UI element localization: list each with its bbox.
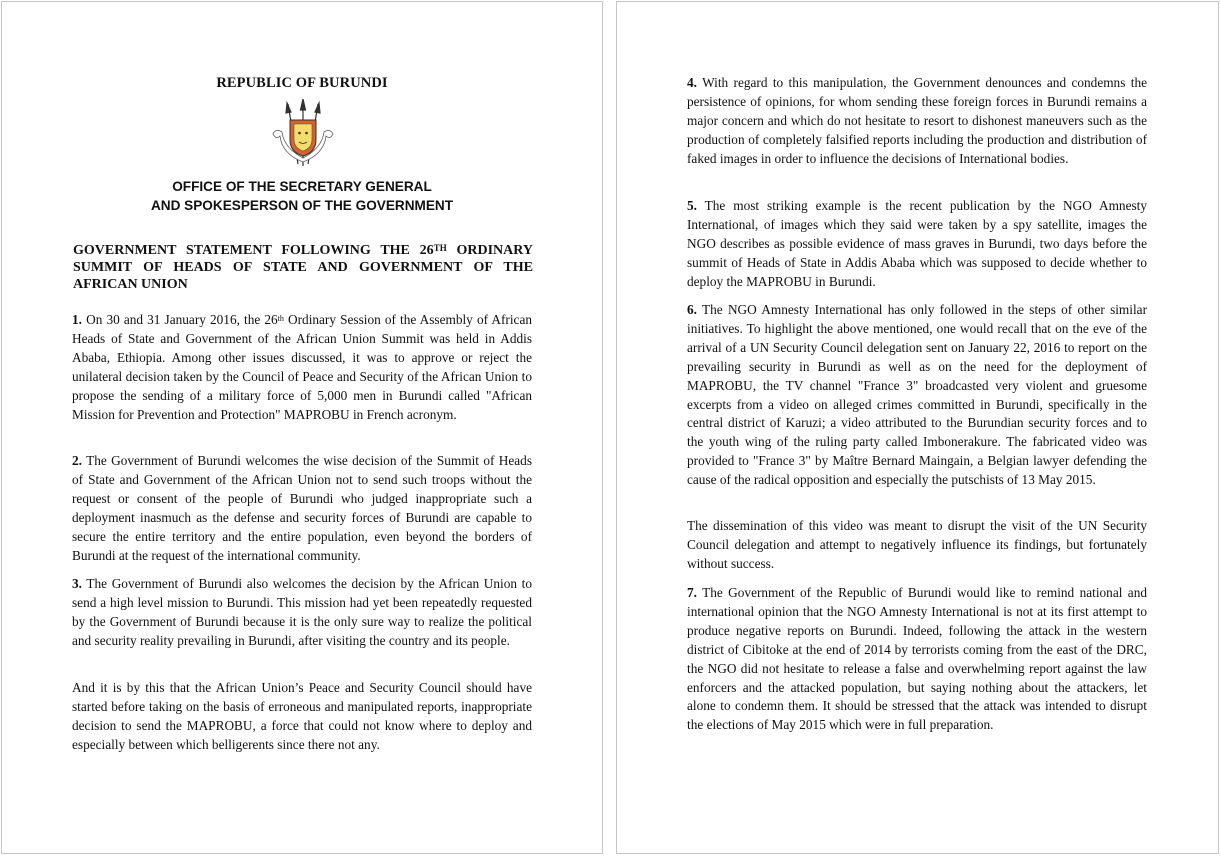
paragraph-1 xyxy=(72,311,532,424)
header-office-line2: AND SPOKESPERSON OF THE GOVERNMENT xyxy=(150,198,454,213)
title-superscript: TH xyxy=(433,243,447,253)
paragraph-number: 4. xyxy=(687,75,697,90)
paragraph-number: 5. xyxy=(687,198,697,213)
paragraph-6 xyxy=(687,301,1147,490)
paragraph-text: The Government of Burundi also welcomes the decision by the African Union to send a high level mission to Burundi. This mission had yet been repeatedly requested by the Government of Burundi because it is the only sure way to realize the political and security reality prevailing in Burundi, after visiting the country and its people. xyxy=(72,576,532,648)
paragraph-text: And it is by this that the African Union’s Peace and Security Council should have started before taking on the basis of erroneous and manipulated reports, inappropriate decision to send the MAPROBU, a force that could not know where to deploy and especially between which belligerents since there not any. xyxy=(72,680,532,752)
header-office-line1: OFFICE OF THE SECRETARY GENERAL xyxy=(172,179,432,194)
statement-title xyxy=(73,242,533,293)
paragraph-5 xyxy=(687,197,1147,292)
paragraph-3b xyxy=(72,679,532,755)
paragraph-4 xyxy=(687,74,1147,169)
header-office xyxy=(2,177,602,215)
paragraph-number: 2. xyxy=(72,453,82,468)
paragraph-number: 3. xyxy=(72,576,82,591)
document-page-2 xyxy=(616,1,1219,854)
paragraph-text: The Government of the Republic of Burundi would like to remind national and international opinion that the NGO Amnesty International is not at its first attempt to produce negative reports on Burundi. Indeed, following the attack in the western district of Cibitoke at the end of 2014 by terrorists coming from the east of the DRC, the NGO did not hesitate to release a false and overwhelming report against the law enforcers and the attacked population, but saying nothing about the attackers, let alone to condemn them. It should be stressed that the attack was intended to disrupt the elections of May 2015 which were in full preparation. xyxy=(687,585,1147,733)
paragraph-6b xyxy=(687,517,1147,574)
document-page-1 xyxy=(1,1,603,854)
paragraph-text: With regard to this manipulation, the Government denounces and condemns the persistence of opinions, for whom sending these foreign forces in Burundi remains a major concern and which do not hesitate to resort to dishonest maneuvers such as the production of completely falsified reports including the production and distribution of faked images in order to influence the decisions of International bodies. xyxy=(687,75,1147,166)
paragraph-text: The dissemination of this video was meant to disrupt the visit of the UN Security Council delegation and attempt to negatively influence its findings, but fortunately without success. xyxy=(687,518,1147,571)
title-text: GOVERNMENT STATEMENT FOLLOWING THE 26 xyxy=(73,243,434,258)
burundi-coat-of-arms-icon xyxy=(268,98,338,168)
paragraph-text: The Government of Burundi welcomes the wise decision of the Summit of Heads of State and Government of the African Union not to send such troops without the request or consent of the people of Burundi who judged inappropriate such a deployment inasmuch as the defense and security forces of Burundi are capable to secure the entire territory and the entire population, even beyond the borders of Burundi at the request of the international community. xyxy=(72,453,532,563)
paragraph-text: On 30 and 31 January 2016, the 26 xyxy=(81,312,278,327)
paragraph-number: 7. xyxy=(687,585,697,600)
paragraph-number: 6. xyxy=(687,302,697,317)
header-country: REPUBLIC OF BURUNDI xyxy=(216,75,388,91)
paragraph-text-cont: Ordinary Session of the Assembly of African Heads of State and Government of the African Union Summit was held in Addis Ababa, Ethiopia. Among other issues discussed, it was to approve or reject the unilateral decision taken by the Council of Peace and Security of the African Union to propose the sending of a military force of 5,000 men in Burundi called "African Mission for Prevention and Protection" MAPROBU in French acronym. xyxy=(72,312,532,422)
paragraph-3 xyxy=(72,575,532,651)
paragraph-text: The most striking example is the recent publication by the NGO Amnesty International, of images which they said were taken by a spy satellite, images the NGO describes as possible evidence of mass graves in Burundi, two days before the summit of Heads of State in Addis Ababa which was supposed to decide whether to deploy the MAPROBU in Burundi. xyxy=(687,198,1147,289)
paragraph-text: The NGO Amnesty International has only followed in the steps of other similar initiatives. To highlight the above mentioned, one would recall that on the eve of the arrival of a UN Security Council delegation sent on January 22, 2016 to report on the prevailing security in Burundi as well as on the need for the deployment of MAPROBU, the TV channel "France 3" broadcasted very violent and gruesome excerpts from a video on alleged crimes committed in Burundi, specifically in the central district of Karuzi; a video attributed to the Burundian security forces and to the youth wing of the ruling party called Imbonerakure. The fabricated video was provided to "France 3" by Maître Bernard Maingain, a Belgian lawyer defending the cause of the radical opposition and especially the putschists of 13 May 2015. xyxy=(687,302,1147,488)
paragraph-7 xyxy=(687,584,1147,735)
paragraph-number: 1. xyxy=(72,312,82,327)
ordinal-superscript: th xyxy=(277,314,284,323)
paragraph-2 xyxy=(72,452,532,565)
title-text-cont: ORDINARY SUMMIT OF HEADS OF STATE AND GOVERNMENT OF THE AFRICAN UNION xyxy=(73,243,533,292)
